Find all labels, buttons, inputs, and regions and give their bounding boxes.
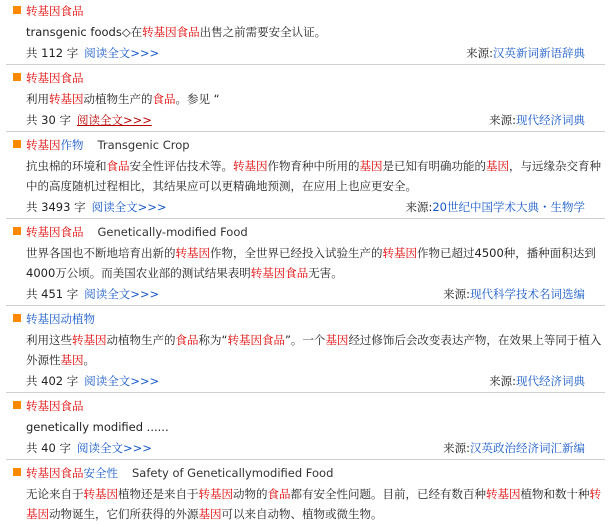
snippet-segment: 食品 (106, 159, 130, 173)
snippet-segment: 转基因 (233, 159, 268, 173)
snippet-segment: 无论来自于 (26, 487, 84, 501)
entry-meta (6, 42, 605, 65)
snippet-segment: 基因 (486, 159, 509, 173)
entry-title-link[interactable] (26, 399, 84, 413)
word-count: 共 40 字 (26, 441, 71, 455)
bullet-icon (13, 140, 21, 148)
result-entry (0, 0, 611, 65)
snippet-segment: 经过修饰后会改变表达产物，在效果上等同于植入外源性 (26, 333, 602, 367)
snippet-segment: ，与远缘杂交育种中的高度随机过程相比，其结果应可以更精确地预测，在应用上也应更安全。 (26, 159, 601, 193)
title-segment: 动植物 (60, 312, 95, 326)
title-segment: 作物 (60, 138, 84, 152)
title-segment: 转基因 (26, 138, 61, 152)
entry-header (6, 134, 605, 156)
snippet-segment: 食品 (175, 333, 199, 347)
snippet-segment: 。参见 “ (175, 92, 220, 106)
entry-meta (6, 437, 605, 460)
result-entry (0, 134, 611, 219)
source-link[interactable]: 汉英政治经济词汇新编 (470, 441, 585, 455)
snippet-segment: 世界各国也不断地培育出新的 (26, 246, 176, 260)
source-label: 来源: (466, 46, 493, 60)
entry-snippet (6, 243, 605, 283)
snippet-segment: 都有安全性问题。目前，已经有数百种 (290, 487, 486, 501)
snippet-segment: 称为“ (198, 333, 228, 347)
snippet-segment: 植物还是来自于 (118, 487, 199, 501)
entry-header (6, 462, 605, 484)
entry-meta (6, 109, 605, 132)
read-full-link[interactable]: 阅读全文>>> (84, 374, 160, 388)
source-label: 来源: (405, 200, 433, 214)
snippet-segment: 转基因食品 (227, 333, 285, 347)
result-entry (0, 221, 611, 306)
read-full-link[interactable]: 阅读全文>>> (84, 287, 160, 301)
snippet-segment: 利用 (26, 92, 49, 106)
snippet-segment: 出售之前需要安全认证。 (199, 25, 327, 39)
entry-header (6, 308, 605, 330)
snippet-segment: 动植物生产的 (106, 333, 176, 347)
source-link[interactable]: 20世纪中国学术大典・生物学 (432, 200, 585, 214)
snippet-segment: 转基因 (175, 246, 210, 260)
snippet-segment: 转基因 (83, 487, 118, 501)
snippet-segment: 基因 (60, 353, 84, 367)
snippet-segment: 食品 (176, 25, 200, 39)
entry-snippet (6, 156, 605, 196)
entry-header (6, 395, 605, 417)
bullet-icon (13, 227, 21, 235)
read-full-link[interactable]: 阅读全文>>> (91, 200, 167, 214)
entry-title-link[interactable] (26, 138, 84, 152)
entry-meta (6, 196, 605, 219)
read-full-link[interactable]: 阅读全文>>> (84, 46, 160, 60)
entry-meta (6, 283, 605, 306)
entry-snippet (6, 330, 605, 370)
entry-source (489, 370, 585, 392)
entry-source (405, 196, 585, 218)
read-full-link[interactable]: 阅读全文>>> (76, 441, 152, 455)
entry-source (489, 109, 585, 131)
snippet-segment: 可以来自动物、植物或微生物。 (221, 507, 383, 521)
read-full-link[interactable]: 阅读全文>>> (76, 113, 152, 127)
entry-snippet (6, 22, 605, 42)
result-entry (0, 395, 611, 460)
snippet-segment: 食品 (267, 487, 291, 501)
snippet-segment: 转基因 (382, 246, 417, 260)
snippet-segment: 基因 (359, 159, 383, 173)
entry-title-link[interactable] (26, 466, 118, 480)
entry-meta (6, 370, 605, 393)
snippet-segment: 动植物生产的 (83, 92, 153, 106)
snippet-segment: 转基因食品 (250, 266, 309, 280)
snippet-segment: genetically modified ...... (26, 420, 169, 434)
bullet-icon (13, 6, 21, 14)
entry-title-link[interactable] (26, 312, 95, 326)
snippet-segment: 安全性评估技术等。 (129, 159, 233, 173)
snippet-segment: 抗虫棉的环境和 (26, 159, 107, 173)
bullet-icon (13, 73, 21, 81)
source-link[interactable]: 现代科学技术名词选编 (470, 287, 585, 301)
bullet-icon (13, 401, 21, 409)
entry-source (443, 437, 585, 459)
snippet-segment: 动物的 (233, 487, 268, 501)
snippet-segment: 转基因 (72, 333, 107, 347)
snippet-segment: 利用这些 (26, 333, 72, 347)
result-entry (0, 308, 611, 393)
snippet-segment: 作物育种中所用的 (267, 159, 360, 173)
entry-english-title: Genetically-modified Food (97, 225, 248, 239)
snippet-segment: 食品 (152, 92, 176, 106)
source-link[interactable]: 现代经济词典 (516, 374, 585, 388)
bullet-icon (13, 314, 21, 322)
entry-title-link[interactable] (26, 4, 84, 18)
word-count: 共 112 字 (26, 46, 79, 60)
word-count: 共 451 字 (26, 287, 79, 301)
word-count: 共 402 字 (26, 374, 79, 388)
source-link[interactable]: 汉英新词新语辞典 (493, 46, 585, 60)
title-segment: 转基因食品 (26, 399, 84, 413)
result-entry (0, 462, 611, 524)
entry-english-title: Transgenic Crop (97, 138, 190, 152)
entry-snippet (6, 417, 605, 437)
word-count: 共 3493 字 (26, 200, 86, 214)
snippet-segment: 作物已超过4500种，播种面积达到4000万公顷。而美国农业部的测试结果表明 (26, 246, 596, 280)
snippet-segment: 动物诞生，它们所获得的外源 (49, 507, 199, 521)
entry-snippet (6, 89, 605, 109)
entry-title-link[interactable] (26, 71, 84, 85)
snippet-segment: 植物和数十种 (520, 487, 590, 501)
source-label: 来源: (443, 287, 470, 301)
snippet-segment: 作物，全世界已经投入试验生产的 (210, 246, 383, 260)
result-entry (0, 67, 611, 132)
snippet-segment: 转基因 (198, 487, 233, 501)
snippet-segment: 基因 (198, 507, 222, 521)
entry-english-title: Safety of Geneticallymodified Food (132, 466, 334, 480)
entry-header (6, 0, 605, 22)
source-label: 来源: (489, 113, 516, 127)
title-segment: 转基因 (26, 312, 61, 326)
snippet-segment: 。 (83, 353, 95, 367)
title-segment: 安全性 (83, 466, 118, 480)
snippet-segment: 转基因 (49, 92, 84, 106)
entry-title-link[interactable] (26, 225, 84, 239)
snippet-segment: 转基因 (486, 487, 521, 501)
source-link[interactable]: 现代经济词典 (516, 113, 585, 127)
entry-snippet (6, 484, 605, 524)
word-count: 共 30 字 (26, 113, 71, 127)
snippet-segment: 转基因 (142, 25, 177, 39)
entry-source (443, 283, 585, 305)
entry-header (6, 67, 605, 89)
title-segment: 转基因食品 (26, 466, 84, 480)
source-label: 来源: (489, 374, 516, 388)
entry-header (6, 221, 605, 243)
snippet-segment: 转基因 (26, 487, 601, 521)
snippet-segment: ”。一个 (284, 333, 326, 347)
bullet-icon (13, 468, 21, 476)
snippet-segment: 无害。 (308, 266, 343, 280)
snippet-segment: transgenic foods◇在 (26, 25, 143, 39)
snippet-segment: 是已知有明确功能的 (382, 159, 486, 173)
title-segment: 转基因食品 (26, 225, 84, 239)
title-segment: 转基因食品 (26, 4, 84, 18)
title-segment: 转基因食品 (26, 71, 84, 85)
source-label: 来源: (443, 441, 470, 455)
entry-source (466, 42, 585, 64)
snippet-segment: 基因 (325, 333, 349, 347)
